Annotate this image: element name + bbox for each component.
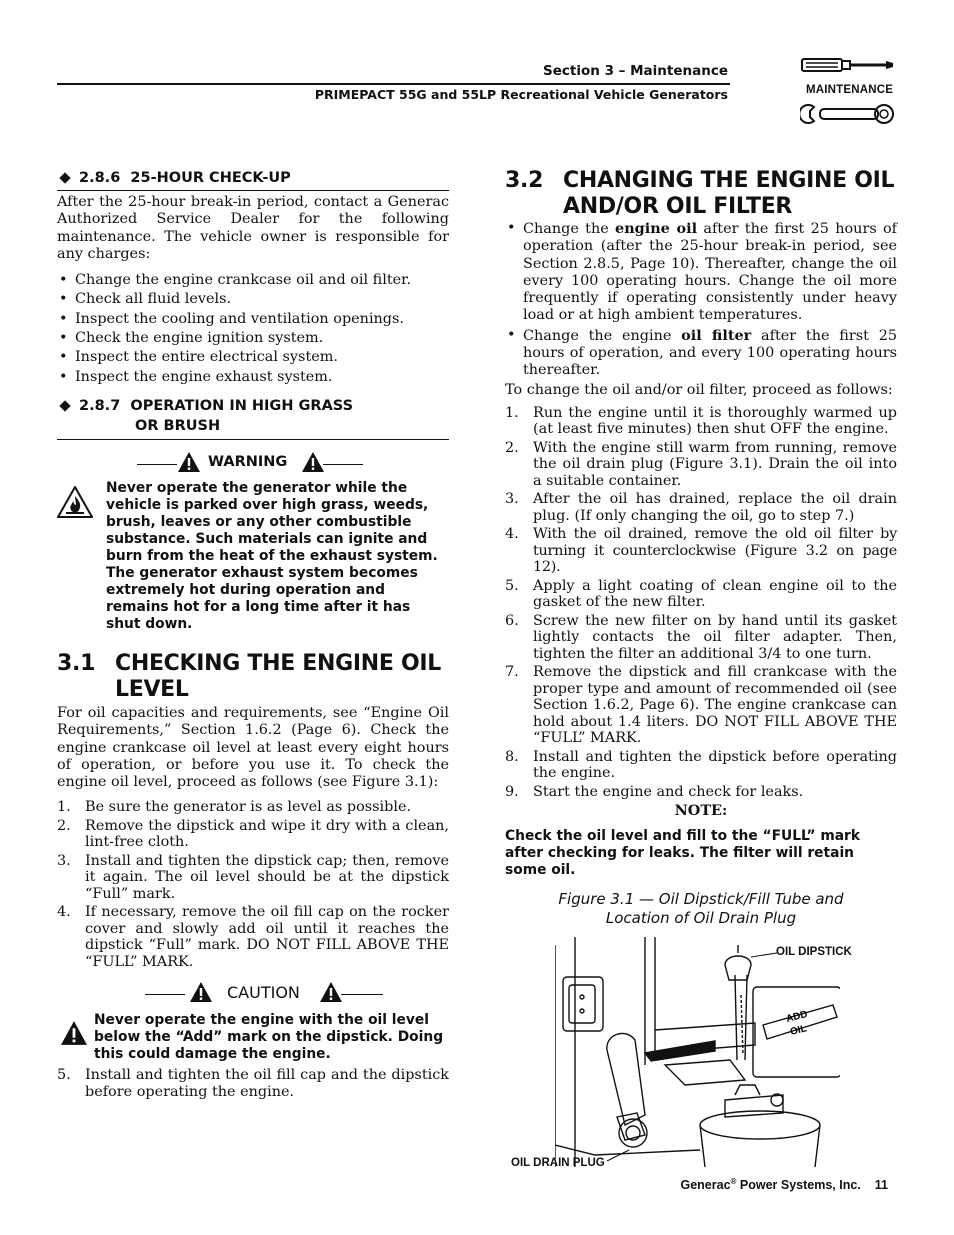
warning-triangle-icon bbox=[177, 451, 201, 473]
figure-caption: Figure 3.1 — Oil Dipstick/Fill Tube and Location of Oil Drain Plug bbox=[558, 889, 844, 927]
list-item: • Inspect the cooling and ventilation openings. bbox=[59, 310, 404, 327]
oil-check-intro: For oil capacities and requirements, see “Engine Oil Requirements,” Section 1.6.2 (Page 6). Check the engine crankcase oil level at least every eight hours of operation, or before you use it. To check the engine oil level, proceed as follows (see Figure 3.1): bbox=[57, 704, 449, 791]
warning-banner: WARNING bbox=[57, 450, 449, 478]
dipstick-oil-mark: OIL bbox=[789, 1023, 808, 1038]
dipstick-add-mark: ADD bbox=[785, 1008, 809, 1025]
oil-change-intro: To change the oil and/or oil filter, proceed as follows: bbox=[505, 381, 893, 398]
list-item: 5. Install and tighten the oil fill cap and the dipstick before operating the engine. bbox=[57, 1067, 449, 1100]
heading-2-8-7: 2.8.7 OPERATION IN HIGH GRASS OR BRUSH bbox=[57, 396, 449, 436]
maintenance-badge: MAINTENANCE bbox=[806, 84, 894, 96]
warning-text: Never operate the generator while the vehicle is parked over high grass, weeds, brush, leaves or any other combustible substance. Such materials can ignite and burn from the heat of the exhaust system. The generator exhaust system becomes extremely hot during operation and remains hot for a long time after it has shut down. bbox=[106, 479, 438, 632]
warning-block bbox=[57, 480, 449, 633]
list-item: • Check the engine ignition system. bbox=[59, 330, 324, 347]
heading-3-2: 3.2 CHANGING THE ENGINE OIL AND/OR OIL FILTER bbox=[505, 168, 895, 219]
diamond-bullet-icon bbox=[59, 172, 70, 183]
list-item: 6. Screw the new filter on by hand until its gasket lightly contacts the oil filter adapter. Then, tighten the filter an additional 3/4 to one turn. bbox=[505, 612, 897, 662]
oil-change-steps bbox=[505, 405, 897, 801]
list-item: • Check all fluid levels. bbox=[59, 291, 232, 308]
oil-dipstick-figure bbox=[555, 935, 840, 1170]
header-rule bbox=[57, 83, 730, 85]
list-item: 2. Remove the dipstick and wipe it dry with a clean, lint-free cloth. bbox=[57, 817, 449, 851]
list-item: 2. With the engine still warm from running, remove the oil drain plug (Figure 3.1). Drain the oil into a suitable container. bbox=[505, 439, 897, 489]
left-column bbox=[57, 168, 449, 1102]
diamond-bullet-icon bbox=[59, 400, 70, 411]
note-label: NOTE: bbox=[674, 802, 728, 820]
oil-check-step-5 bbox=[57, 1067, 449, 1100]
section-title: Section 3 – Maintenance bbox=[543, 63, 728, 79]
list-item: • Change the engine oil after the first 25 hours of operation (after the 25-hour break-in period, see Section 2.8.5, Page 10). Thereafter, change the oil every 100 operating hours. Change the oil more frequently if operating consistently under heavy load or at high ambient temperatures. bbox=[507, 220, 897, 324]
list-item: 5. Apply a light coating of clean engine oil to the gasket of the new filter. bbox=[505, 577, 897, 611]
list-item: 1. Be sure the generator is as level as possible. bbox=[57, 799, 412, 816]
caution-triangle-icon bbox=[189, 981, 213, 1003]
caution-banner: CAUTION bbox=[57, 980, 449, 1008]
checkup-list bbox=[57, 272, 449, 386]
list-item: 7. Remove the dipstick and fill crankcase with the proper type and amount of recommended oil (see Section 1.6.2, Page 6). The engine crankcase can hold about 1.4 liters. DO NOT FILL ABOVE THE “FULL” MARK. bbox=[505, 664, 897, 747]
list-item: • Change the engine crankcase oil and oil filter. bbox=[59, 272, 412, 289]
checkup-intro: After the 25-hour break-in period, contact a Generac Authorized Service Dealer for the following maintenance. The vehicle owner is responsible for any charges: bbox=[57, 194, 449, 262]
list-item: 4. If necessary, remove the oil fill cap on the rocker cover and slowly add oil until it reaches the dipstick “Full” mark. DO NOT FILL ABOVE THE “FULL” MARK. bbox=[57, 904, 449, 970]
list-item: 4. With the oil drained, remove the old oil filter by turning it counterclockwise (Figure 3.2 on page 12). bbox=[505, 526, 897, 576]
caution-text: Never operate the engine with the oil level below the “Add” mark on the dipstick. Doing this could damage the engine. bbox=[94, 1012, 444, 1063]
note-text: Check the oil level and fill to the “FULL” mark after checking for leaks. The filter will retain some oil. bbox=[505, 827, 861, 878]
list-item: 9. Start the engine and check for leaks. bbox=[505, 783, 804, 800]
list-item: 8. Install and tighten the dipstick before operating the engine. bbox=[505, 748, 897, 782]
list-item: 3. After the oil has drained, replace the oil drain plug. (If only changing the oil, go to step 7.) bbox=[505, 491, 897, 524]
caution-triangle-icon bbox=[319, 981, 343, 1003]
heading-rule bbox=[57, 190, 449, 191]
fire-hazard-icon bbox=[57, 486, 93, 518]
list-item: 1. Run the engine until it is thoroughly warmed up (at least five minutes) then shut OFF the engine. bbox=[505, 404, 897, 438]
list-item: • Inspect the engine exhaust system. bbox=[59, 368, 333, 385]
oil-check-steps bbox=[57, 799, 449, 970]
heading-2-8-6: 2.8.6 25-HOUR CHECK-UP bbox=[57, 168, 449, 188]
oil-change-bullets bbox=[505, 220, 897, 380]
right-column bbox=[505, 168, 897, 928]
list-item: • Change the engine oil filter after the first 25 hours of operation, and every 100 operating hours thereafter. bbox=[507, 326, 898, 379]
product-title: PRIMEPACT 55G and 55LP Recreational Vehicle Generators bbox=[314, 87, 728, 102]
caution-triangle-icon bbox=[59, 1020, 89, 1046]
heading-3-1: 3.1 CHECKING THE ENGINE OIL LEVEL bbox=[57, 650, 441, 702]
page-number: 11 bbox=[874, 1178, 888, 1193]
caution-block bbox=[57, 1012, 449, 1063]
list-item: • Inspect the entire electrical system. bbox=[59, 349, 338, 366]
warning-triangle-icon bbox=[301, 451, 325, 473]
page-footer: Generac® Power Systems, Inc. 11 bbox=[680, 1177, 888, 1193]
label-oil-dipstick: OIL DIPSTICK bbox=[776, 946, 852, 958]
list-item: 3. Install and tighten the dipstick cap; then, remove it again. The oil level should be at the dipstick “Full” mark. bbox=[57, 852, 449, 902]
heading-rule bbox=[57, 439, 449, 440]
label-oil-drain-plug: OIL DRAIN PLUG bbox=[511, 1157, 605, 1169]
